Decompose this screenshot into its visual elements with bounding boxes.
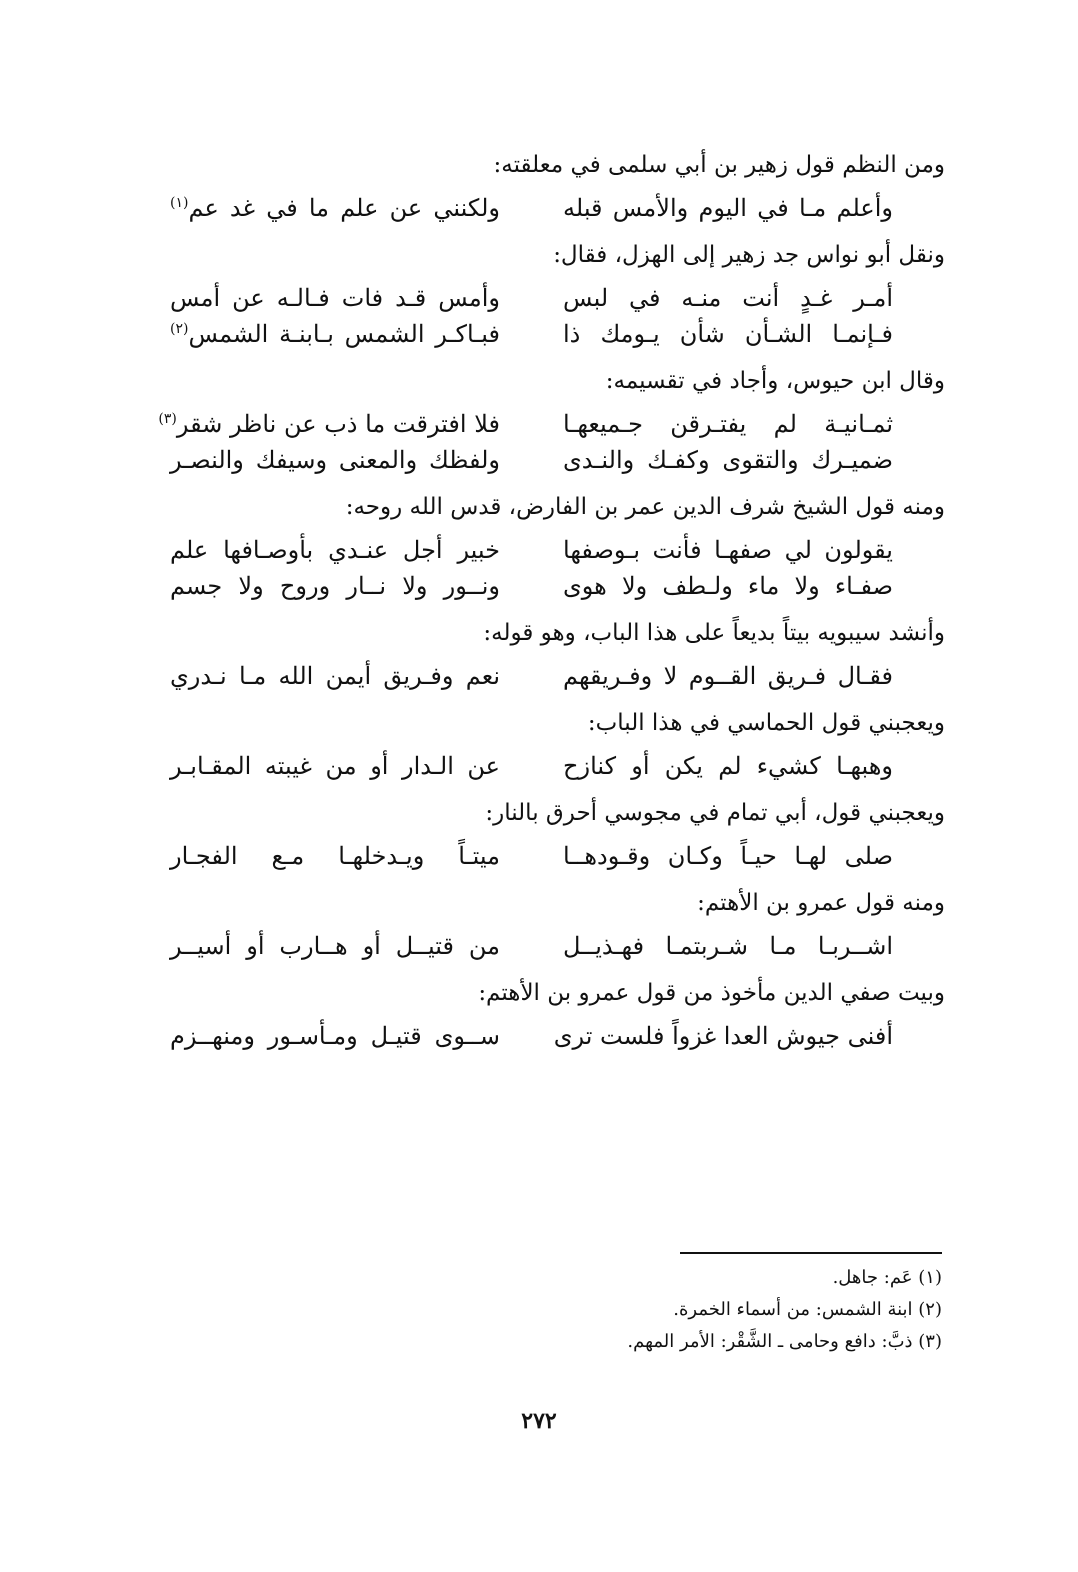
prose-line: وأنشد سيبويه بيتاً بديعاً على هذا الباب، وهو قوله: bbox=[483, 620, 945, 646]
verse-second-text: ولفظك والمعنى وسيفك والنصـر bbox=[170, 446, 500, 474]
verse-group bbox=[170, 1018, 945, 1054]
verse-first-hemistich: يقولون لي صفهـا فأنت بـوصفها bbox=[563, 536, 893, 564]
verse-line bbox=[170, 280, 945, 316]
verse-group bbox=[170, 928, 945, 964]
verse-second-hemistich bbox=[170, 190, 500, 226]
footnote: (٣) ذبَّ: دافع وحامى ـ الشَّقْر: الأمر المهم. bbox=[627, 1331, 942, 1352]
verse-line bbox=[170, 658, 945, 694]
verse-second-text: فبـاكـر الشمس بـابنـة الشمس bbox=[188, 320, 500, 348]
prose-line: ومنه قول الشيخ شرف الدين عمر بن الفارض، قدس الله روحه: bbox=[345, 494, 945, 520]
verse-second-text: ولكنني عن علم ما في غد عم bbox=[188, 194, 500, 222]
verse-first-hemistich: فـإنمـا الشـأن شأن يـومك ذا bbox=[563, 320, 893, 348]
verse-second-text: ونــور ولا نــار وروح ولا جسم bbox=[170, 572, 500, 600]
prose-line: وقال ابن حيوس، وأجاد في تقسيمه: bbox=[605, 368, 945, 394]
verse-group bbox=[170, 190, 945, 226]
verse-line bbox=[170, 442, 945, 478]
footnotes bbox=[560, 1262, 942, 1358]
verse-line bbox=[170, 316, 945, 352]
verse-second-text: ميتـاً ويـدخلهـا مـع الفجـار bbox=[170, 842, 500, 870]
verse-first-hemistich: أمـر غـدٍ أنت منـه في لبس bbox=[563, 284, 893, 312]
verse-group bbox=[170, 748, 945, 784]
footnote-marker: (١) bbox=[170, 195, 189, 211]
verse-first-hemistich: صلى لهـا حيـاً وكـان وقـودهــا bbox=[563, 842, 893, 870]
verse-group bbox=[158, 406, 945, 478]
verse-second-hemistich bbox=[170, 442, 500, 478]
prose-line: ويعجبني قول، أبي تمام في مجوسي أحرق بالنار: bbox=[485, 800, 945, 826]
verse-first-hemistich: وأعلم مـا في اليوم والأمس قبله bbox=[563, 194, 893, 222]
verse-group bbox=[170, 532, 945, 604]
verse-group bbox=[170, 658, 945, 694]
verse-group bbox=[170, 280, 945, 352]
verse-second-hemistich bbox=[170, 748, 500, 784]
footnote-separator bbox=[680, 1252, 942, 1254]
prose-line: ويعجبني قول الحماسي في هذا الباب: bbox=[587, 710, 945, 736]
verse-line bbox=[170, 568, 945, 604]
verse-first-hemistich: اشــربـا مـا شـربتمـا فهـذيــل bbox=[563, 932, 893, 960]
verse-line bbox=[170, 928, 945, 964]
verse-first-hemistich: فقـال فـريق القــوم لا وفـريقهم bbox=[563, 662, 893, 690]
verse-second-hemistich bbox=[170, 928, 500, 964]
main-text-column bbox=[158, 146, 945, 1064]
verse-first-hemistich: وهبهـا كشيء لم يكن أو كنازح bbox=[563, 752, 893, 780]
verse-first-hemistich: ثمـانيـة لم يفتـرقن جـميعهـا bbox=[563, 410, 893, 438]
verse-line bbox=[170, 838, 945, 874]
prose-line: ونقل أبو نواس جد زهير إلى الهزل، فقال: bbox=[553, 242, 945, 268]
verse-second-text: فلا افترقت ما ذب عن ناظر شقر bbox=[176, 410, 500, 438]
verse-second-hemistich bbox=[158, 406, 500, 442]
verse-second-hemistich bbox=[170, 658, 500, 694]
verse-second-hemistich bbox=[170, 316, 500, 352]
footnote: (١) عَم: جاهل. bbox=[832, 1267, 942, 1288]
verse-second-hemistich bbox=[170, 532, 500, 568]
verse-second-text: ســوى قتيـل ومـأسـور ومنهــزم bbox=[170, 1022, 500, 1050]
verse-second-text: من قتيــل أو هــارب أو أسيــر bbox=[170, 932, 500, 960]
verse-first-hemistich: أفنى جيوش العدا غزواً فلست ترى bbox=[553, 1022, 893, 1050]
verse-first-hemistich: ضميـرك والتقوى وكفـك والنـدى bbox=[563, 446, 893, 474]
verse-second-hemistich bbox=[170, 838, 500, 874]
verse-line bbox=[170, 748, 945, 784]
verse-second-text: عن الـدار أو من غيبته المقـابـر bbox=[170, 752, 500, 780]
verse-second-hemistich bbox=[170, 280, 500, 316]
verse-line bbox=[170, 1018, 945, 1054]
footnote-marker: (٢) bbox=[170, 321, 189, 337]
verse-first-hemistich: صفـاء ولا ماء ولـطف ولا هوى bbox=[563, 572, 893, 600]
verse-group bbox=[170, 838, 945, 874]
prose-line: وبيت صفي الدين مأخوذ من قول عمرو بن الأهتم: bbox=[478, 980, 945, 1006]
verse-second-text: خبير أجل عنـدي بأوصـافها علم bbox=[170, 536, 500, 564]
verse-second-text: نعم وفـريق أيمن الله مـا نـدري bbox=[170, 662, 500, 690]
verse-second-text: وأمس قـد فات فـالـه عن أمس bbox=[170, 284, 500, 312]
footnote-marker: (٣) bbox=[158, 411, 177, 427]
prose-line: ومن النظم قول زهير بن أبي سلمى في معلقته: bbox=[493, 152, 945, 178]
footnote: (٢) ابنة الشمس: من أسماء الخمرة. bbox=[673, 1299, 942, 1320]
verse-line bbox=[170, 190, 945, 226]
verse-line bbox=[158, 406, 945, 442]
verse-second-hemistich bbox=[170, 568, 500, 604]
page-number: ٢٧٢ bbox=[521, 1408, 557, 1434]
verse-line bbox=[170, 532, 945, 568]
prose-line: ومنه قول عمرو بن الأهتم: bbox=[697, 890, 945, 916]
verse-second-hemistich bbox=[170, 1018, 500, 1054]
